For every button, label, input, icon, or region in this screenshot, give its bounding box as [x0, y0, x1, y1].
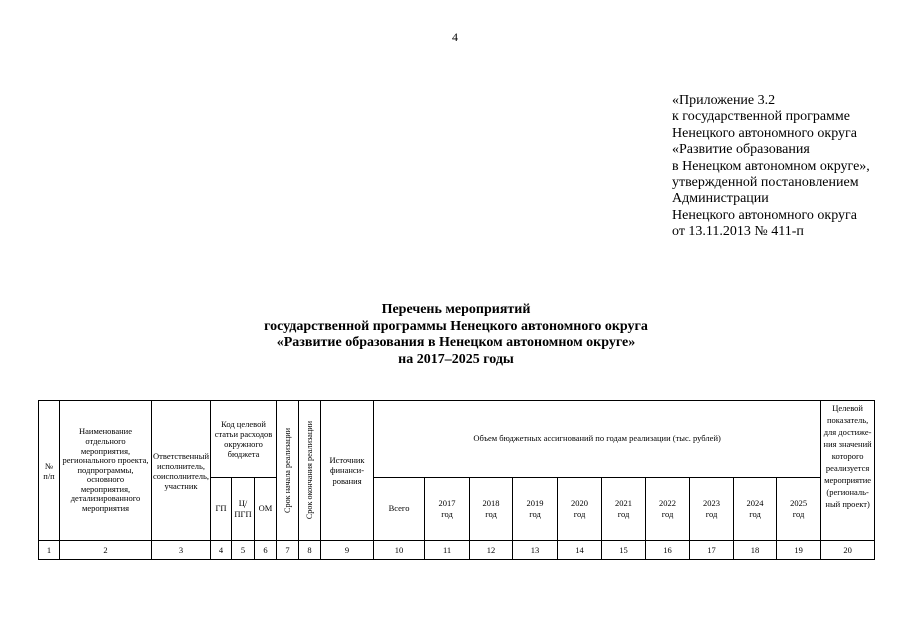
document-title [150, 302, 762, 368]
header-end-date [299, 401, 321, 541]
header-start-date [277, 401, 299, 541]
column-number: 9 [321, 541, 374, 560]
header-year-2022: 2022 год [646, 478, 690, 541]
appendix-line: утвержденной постановлением [672, 175, 859, 191]
column-number: 2 [60, 541, 152, 560]
column-number: 20 [821, 541, 875, 560]
column-number: 11 [425, 541, 470, 560]
column-number: 14 [558, 541, 602, 560]
header-end-date-label: Срок окончания реализации [305, 421, 315, 520]
column-number: 7 [277, 541, 299, 560]
header-target-indicator: Целевой показатель, для достиже- ния значений которого реализуется мероприятие (региональ- ный проект) [821, 401, 875, 541]
header-code-gp: ГП [211, 478, 232, 541]
appendix-line: «Приложение 3.2 [672, 93, 776, 108]
column-number: 12 [470, 541, 513, 560]
column-number: 6 [255, 541, 277, 560]
column-numbers-row [39, 541, 875, 560]
appendix-line: Администрации [672, 191, 769, 207]
header-year-2018: 2018 год [470, 478, 513, 541]
header-code-cpgp: Ц/ ПГП [232, 478, 255, 541]
header-year-2017: 2017 год [425, 478, 470, 541]
column-number: 18 [734, 541, 777, 560]
appendix-line: Ненецкого автономного округа [672, 207, 857, 223]
title-line: Перечень мероприятий [381, 302, 531, 317]
header-year-2025: 2025 год [777, 478, 821, 541]
column-number: 4 [211, 541, 232, 560]
column-number: 5 [232, 541, 255, 560]
appendix-line: к государственной программе [672, 109, 850, 125]
appendix-line: Ненецкого автономного округа [672, 125, 857, 141]
column-number: 13 [513, 541, 558, 560]
column-number: 10 [374, 541, 425, 560]
header-start-date-label: Срок начала реализации [283, 428, 293, 513]
title-line: на 2017–2025 годы [398, 351, 514, 367]
column-number: 8 [299, 541, 321, 560]
header-code-om: ОМ [255, 478, 277, 541]
column-number: 19 [777, 541, 821, 560]
title-line: «Развитие образования в Ненецком автономном округе» [276, 335, 636, 351]
header-number: № п/п [39, 401, 60, 541]
appendix-line: «Развитие образования [672, 142, 810, 158]
table-header-row [39, 401, 875, 478]
appendix-block [672, 93, 870, 241]
header-total: Всего [374, 478, 425, 541]
header-year-2023: 2023 год [690, 478, 734, 541]
header-funding-source: Источник финанси- рования [321, 401, 374, 541]
header-budget-volume: Объем бюджетных ассигнований по годам реализации (тыс. рублей) [374, 401, 821, 478]
column-number: 1 [39, 541, 60, 560]
appendix-line: в Ненецком автономном округе», [672, 158, 870, 174]
header-year-2024: 2024 год [734, 478, 777, 541]
header-budget-code: Код целевой статьи расходов окружного бюджета [211, 401, 277, 478]
column-number: 3 [152, 541, 211, 560]
header-year-2021: 2021 год [602, 478, 646, 541]
appendix-line: от 13.11.2013 № 411-п [672, 224, 804, 240]
header-responsible: Ответственный исполнитель, соисполнитель, участник [152, 401, 211, 541]
header-year-2020: 2020 год [558, 478, 602, 541]
title-line: государственной программы Ненецкого автономного округа [264, 318, 648, 334]
header-name: Наименование отдельного мероприятия, регионального проекта, подпрограммы, основного мероприятия, детализированного мероприятия [60, 401, 152, 541]
activities-table [38, 400, 875, 560]
column-number: 16 [646, 541, 690, 560]
page-number: 4 [452, 30, 458, 44]
column-number: 15 [602, 541, 646, 560]
column-number: 17 [690, 541, 734, 560]
header-year-2019: 2019 год [513, 478, 558, 541]
